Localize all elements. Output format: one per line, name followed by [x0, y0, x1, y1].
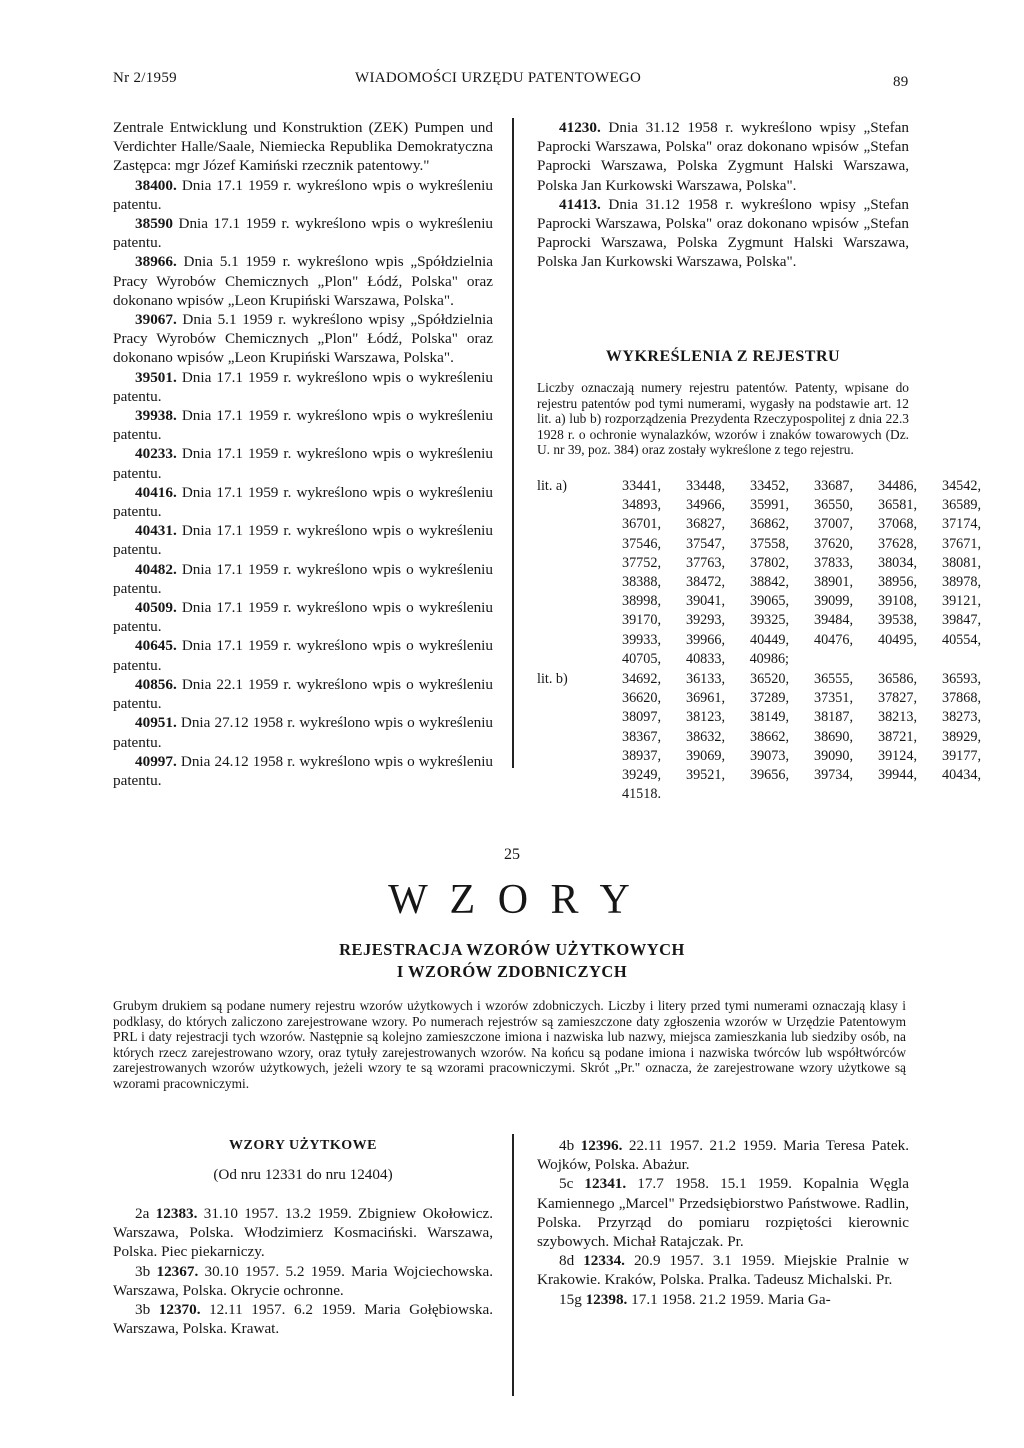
register-number: 39538,	[877, 612, 917, 629]
register-number: 37007,	[813, 516, 853, 533]
register-number: 38842,	[749, 573, 789, 590]
entry-number: 41230.	[559, 119, 601, 136]
class-code: 4b	[559, 1137, 575, 1154]
register-number: 37620,	[813, 535, 853, 552]
bottom-column-divider	[512, 1134, 514, 1396]
entry-number: 39938.	[135, 407, 177, 425]
register-number: 39073,	[749, 747, 789, 764]
entry-number: 12367.	[156, 1262, 199, 1280]
register-row	[537, 497, 981, 516]
entry-text: 22.11 1957. 21.2 1959. Maria Teresa Patek. Wojków, Polska. Abażur.	[537, 1137, 910, 1174]
lit-label	[537, 651, 597, 670]
register-number: 36593,	[941, 671, 981, 687]
entry-text: 20.9 1957. 3.1 1959. Miejskie Pralnie w Krakowie. Kraków, Polska. Pralka. Tadeusz Michalski. Pr.	[537, 1252, 909, 1289]
entry-text: Dnia 27.12 1958 r. wykreślono wpis o wykreśleniu patentu.	[113, 714, 494, 751]
wzory-title: W Z O R Y	[388, 877, 636, 923]
register-number: 38213,	[877, 709, 917, 726]
lit-label: lit. a)	[537, 478, 567, 494]
class-code: 15g	[559, 1290, 582, 1308]
class-code: 5c	[559, 1175, 574, 1193]
register-entry	[113, 675, 493, 713]
lit-b-block	[537, 671, 981, 805]
register-number: 39521,	[685, 766, 725, 783]
register-number: 37763,	[685, 554, 725, 571]
section-note: Liczby oznaczają numery rejestru patentów. Patenty, wpisane do rejestru patentów pod tymi numerami, wygasły na podstawie art. 12 lit. a) lub b) rozporządzenia Prezydenta Rzeczypospolitej z dnia 22.3 1928 r. o ochronie wynalazków, wzorów i znaków towarowych (Dz. U. nr 39, poz. 384) oraz zostały wykreślone z tego rejestru.	[537, 380, 909, 458]
register-entry	[537, 1251, 909, 1289]
register-row	[537, 651, 981, 670]
entry-text: Dnia 17.1 1959 r. wykreślono wpis o wykreśleniu patentu.	[113, 445, 494, 482]
register-row	[537, 632, 981, 651]
lit-label	[537, 536, 597, 555]
register-number: 38123,	[685, 709, 725, 726]
register-number: 39090,	[813, 747, 853, 764]
entry-number: 12341.	[584, 1175, 627, 1193]
entry-number: 39501.	[135, 368, 177, 386]
register-number: 38998,	[621, 593, 661, 610]
register-number	[789, 651, 853, 670]
register-number: 36701,	[621, 516, 661, 533]
register-number: 41518.	[621, 786, 661, 803]
register-entry	[113, 1262, 493, 1300]
entry-text: Dnia 17.1 1959 r. wykreślono wpis o wykreśleniu patentu.	[113, 407, 494, 444]
register-number: 39249,	[621, 766, 661, 783]
entry-text: Dnia 17.1 1959 r. wykreślono wpis o wykreśleniu patentu.	[113, 560, 494, 597]
register-number: 40833,	[685, 650, 725, 667]
register-number	[725, 786, 789, 805]
lit-label	[537, 729, 597, 748]
entry-number: 40645.	[135, 637, 177, 655]
entry-number: 40416.	[135, 483, 177, 501]
register-number: 37558,	[749, 535, 789, 552]
lit-a-block	[537, 478, 981, 670]
register-number: 39944,	[877, 766, 917, 783]
left-entries	[113, 176, 493, 791]
register-number: 33441,	[621, 478, 661, 494]
register-number: 34692,	[621, 671, 661, 687]
register-entry	[113, 636, 493, 674]
lit-label	[537, 612, 597, 631]
register-row	[537, 690, 981, 709]
register-number: 38901,	[813, 573, 853, 590]
entry-text: Dnia 31.12 1958 r. wykreślono wpisy „Stefan Paprocki Warszawa, Polska" oraz dokonano wpisów „Stefan Paprocki Warszawa, Polska Zygmunt Halski Warszawa, Polska Jan Kurkowski Warszawa, Polska".	[537, 119, 909, 194]
register-number: 39177,	[941, 747, 981, 764]
register-number: 39293,	[685, 612, 725, 629]
register-entry	[113, 483, 493, 521]
register-number: 33687,	[813, 478, 853, 494]
register-number	[853, 786, 917, 805]
register-entry	[537, 118, 909, 195]
register-row	[537, 767, 981, 786]
register-number: 36620,	[621, 690, 661, 707]
register-row	[537, 671, 981, 690]
lit-b-table	[537, 671, 981, 805]
register-number: 40476,	[813, 631, 853, 648]
entry-text: Dnia 17.1 1959 r. wykreślono wpis o wykreśleniu patentu.	[113, 215, 494, 252]
entry-number: 12383.	[155, 1205, 198, 1222]
register-entry	[537, 1174, 909, 1251]
register-row	[537, 709, 981, 728]
register-row	[537, 478, 981, 497]
entry-text: Dnia 5.1 1959 r. wykreślono wpis „Spółdzielnia Pracy Wyrobów Chemicznych „Plon" Łódź, Polska" oraz dokonano wpisów „Leon Krupiński Warszawa, Polska".	[113, 253, 493, 309]
register-number: 40449,	[749, 631, 789, 648]
entry-number: 40233.	[135, 445, 177, 463]
register-number	[789, 786, 853, 805]
entry-text: Dnia 5.1 1959 r. wykreślono wpisy „Spółdzielnia Pracy Wyrobów Chemicznych „Plon" Łódź, Polska" oraz dokonano wpisów „Leon Krupiński Warszawa, Polska".	[113, 311, 494, 367]
register-number: 38388,	[621, 573, 661, 590]
register-entry	[113, 406, 493, 444]
register-number: 38721,	[877, 728, 917, 745]
entry-text: 17.7 1958. 15.1 1959. Kopalnia Węgla Kamiennego „Marcel" Przedsiębiorstwo Państwowe. Radlin, Polska. Przyrząd do pomiaru rozpiętości kierownic szybowych. Michał Ratajczak. Pr.	[537, 1175, 910, 1251]
register-entry	[113, 521, 493, 559]
wzory-subtitle-2: I WZORÓW ZDOBNICZYCH	[396, 962, 628, 981]
register-number: 39065,	[749, 593, 789, 610]
register-entry	[113, 368, 493, 406]
register-number: 38367,	[621, 728, 661, 745]
entry-number: 40509.	[135, 599, 177, 617]
register-entry	[537, 1136, 909, 1174]
lit-label	[537, 748, 597, 767]
left-column	[113, 118, 493, 790]
entry-number: 40431.	[135, 522, 177, 540]
register-number: 36581,	[877, 497, 917, 514]
register-number: 39966,	[685, 631, 725, 648]
register-number: 38956,	[877, 573, 917, 590]
bottom-right-entries	[537, 1136, 909, 1309]
section-title: WYKREŚLENIA Z REJESTRU	[605, 348, 841, 365]
register-number: 39041,	[685, 593, 725, 610]
entry-number: 38590	[135, 215, 173, 233]
lit-label	[537, 767, 597, 786]
entry-number: 12370.	[158, 1301, 201, 1319]
register-number: 36133,	[685, 671, 725, 687]
register-number: 34966,	[685, 497, 725, 514]
entry-text: Dnia 31.12 1958 r. wykreślono wpisy „Stefan Paprocki Warszawa, Polska" oraz dokonano wpisów „Stefan Paprocki Warszawa, Polska Zygmunt Halski Warszawa, Polska Jan Kurkowski Warszawa, Polska".	[537, 195, 909, 271]
entry-number: 40951.	[135, 714, 177, 732]
lit-label	[537, 632, 597, 651]
register-number: 39124,	[877, 747, 917, 764]
register-number: 37068,	[877, 516, 917, 533]
register-entry	[113, 1300, 493, 1338]
register-number: 39108,	[877, 593, 917, 610]
register-number: 36827,	[685, 516, 725, 533]
register-number: 36862,	[749, 516, 789, 533]
utility-models-range: (Od nru 12331 do nru 12404)	[213, 1166, 393, 1183]
entry-number: 38400.	[135, 176, 177, 194]
register-number: 39933,	[621, 631, 661, 648]
entry-number: 41413.	[559, 195, 601, 213]
register-number: 39069,	[685, 747, 725, 764]
register-entry	[113, 176, 493, 214]
entry-text: Dnia 17.1 1959 r. wykreślono wpis o wykreśleniu patentu.	[113, 483, 494, 521]
class-code: 8d	[559, 1252, 575, 1270]
register-row	[537, 516, 981, 535]
register-number: 38472,	[685, 573, 725, 590]
register-number: 36586,	[877, 671, 917, 687]
page-number: 89	[893, 74, 909, 90]
entry-number: 12396.	[580, 1137, 623, 1154]
register-number: 38662,	[749, 728, 789, 745]
register-entry	[537, 1290, 909, 1309]
register-number	[661, 786, 725, 805]
register-number: 38929,	[941, 728, 981, 745]
register-row	[537, 748, 981, 767]
register-number: 37351,	[813, 690, 853, 707]
lit-label	[537, 593, 597, 612]
lit-label	[537, 574, 597, 593]
journal-title: WIADOMOŚCI URZĘDU PATENTOWEGO	[355, 70, 642, 86]
entry-text: Dnia 17.1 1959 r. wykreślono wpis o wykreśleniu patentu.	[113, 368, 494, 405]
register-number: 36520,	[749, 671, 789, 687]
register-number: 34486,	[877, 478, 917, 494]
entry-text: Dnia 24.12 1958 r. wykreślono wpis o wykreśleniu patentu.	[113, 752, 494, 789]
register-row	[537, 729, 981, 748]
register-row	[537, 555, 981, 574]
register-number: 39170,	[621, 612, 661, 629]
register-number: 40554,	[941, 631, 981, 648]
register-number: 40986;	[749, 650, 789, 667]
right-entries	[537, 118, 909, 272]
lit-label	[537, 516, 597, 535]
register-number	[853, 651, 917, 670]
register-row	[537, 612, 981, 631]
register-entry	[537, 195, 909, 272]
register-number	[917, 786, 981, 805]
register-row	[537, 593, 981, 612]
register-entry	[113, 252, 493, 310]
entry-text: 31.10 1957. 13.2 1959. Zbigniew Okołowicz. Warszawa, Polska. Włodzimierz Kosmaciński. Warszawa, Polska. Piec piekarniczy.	[113, 1205, 493, 1261]
register-number: 34542,	[941, 478, 981, 494]
register-number: 40434,	[941, 766, 981, 783]
entry-number: 39067.	[135, 311, 177, 329]
register-number: 38149,	[749, 709, 789, 726]
entry-text: Dnia 17.1 1959 r. wykreślono wpis o wykreśleniu patentu.	[113, 599, 494, 636]
lit-label	[537, 709, 597, 728]
register-number: 38097,	[621, 709, 661, 726]
entry-number: 40856.	[135, 675, 177, 693]
register-number: 37628,	[877, 535, 917, 552]
register-number: 38978,	[941, 573, 981, 590]
entry-text: Dnia 17.1 1959 r. wykreślono wpis o wykreśleniu patentu.	[113, 637, 494, 674]
register-number: 39734,	[813, 766, 853, 783]
lit-label: lit. b)	[537, 671, 568, 687]
register-number: 34893,	[621, 497, 661, 514]
bottom-left-entries	[113, 1204, 493, 1338]
register-number: 33452,	[749, 478, 789, 494]
register-number	[917, 651, 981, 670]
class-code: 2a	[135, 1205, 150, 1222]
register-entry	[113, 310, 493, 368]
register-number: 39099,	[813, 593, 853, 610]
entry-text: Dnia 17.1 1959 r. wykreślono wpis o wykreśleniu patentu.	[113, 176, 494, 213]
register-number: 39325,	[749, 612, 789, 629]
register-number: 37671,	[941, 535, 981, 552]
entry-number: 12334.	[583, 1252, 625, 1270]
register-number: 37546,	[621, 535, 661, 552]
register-number: 38273,	[941, 709, 981, 726]
register-number: 38187,	[813, 709, 853, 726]
register-number: 38034,	[877, 554, 917, 571]
register-number: 40705,	[621, 650, 661, 667]
register-number: 37174,	[941, 516, 981, 533]
utility-models-heading: WZORY UŻYTKOWE	[229, 1138, 377, 1153]
register-number: 39484,	[813, 612, 853, 629]
register-number: 38690,	[813, 728, 853, 745]
entry-number: 38966.	[135, 253, 177, 271]
register-entry	[113, 598, 493, 636]
column-divider	[512, 118, 514, 768]
register-number: 38081,	[941, 554, 981, 571]
entry-text: 12.11 1957. 6.2 1959. Maria Gołębiowska. Warszawa, Polska. Krawat.	[113, 1301, 494, 1338]
right-column	[537, 118, 909, 272]
entry-number: 40482.	[135, 560, 177, 578]
lit-label	[537, 497, 597, 516]
wzory-intro: Grubym drukiem są podane numery rejestru wzorów użytkowych i wzorów zdobniczych. Liczby i litery przed tymi numerami oznaczają klasy i podklasy, do których zaliczono zarejestrowane wzory. Po numerach rejestrów są zamieszczone daty zgłoszenia wzorów w Urzędzie Patentowym PRL i daty rejestracji tych wzorów. Następnie są kolejno zamieszczone imiona i nazwiska lub nazwy, miejsca zamieszkania lub siedziby osób, na których rzecz zarejestrowano wzory, oraz tytuły zarejestrowanych wzorów. Na końcu są podane imiona i nazwiska twórców lub współtwórców zarejestrowanych wzorów użytkowych, jeżeli wzory te są wzorami pracowniczymi. Skrót „Pr." oznacza, że zarejestrowane wzory użytkowe są wzorami pracowniczymi.	[113, 998, 906, 1091]
register-entry	[113, 1204, 493, 1262]
entry-text: 30.10 1957. 5.2 1959. Maria Wojciechowska. Warszawa, Polska. Okrycie ochronne.	[113, 1262, 494, 1299]
register-entry	[113, 214, 493, 252]
register-number: 36961,	[685, 690, 725, 707]
register-number: 37289,	[749, 690, 789, 707]
register-number: 38937,	[621, 747, 661, 764]
register-entry	[113, 560, 493, 598]
register-number: 36555,	[813, 671, 853, 687]
class-code: 3b	[135, 1301, 151, 1319]
register-entry	[113, 444, 493, 482]
register-number: 35991,	[749, 497, 789, 514]
register-number: 39656,	[749, 766, 789, 783]
lit-a-table	[537, 478, 981, 670]
register-number: 39847,	[941, 612, 981, 629]
register-number: 37833,	[813, 554, 853, 571]
register-number: 37827,	[877, 690, 917, 707]
entry-number: 40997.	[135, 752, 177, 770]
register-number: 37547,	[685, 535, 725, 552]
intro-paragraph: Zentrale Entwicklung und Konstruktion (ZEK) Pumpen und Verdichter Halle/Saale, Niemiecka Republika Demokratyczna Zastępca: mgr Józef Kamiński rzecznik patentowy."	[113, 119, 493, 175]
register-row	[537, 574, 981, 593]
entry-number: 12398.	[585, 1290, 628, 1308]
issue-number: Nr 2/1959	[113, 70, 177, 86]
register-number: 38632,	[685, 728, 725, 745]
register-number: 33448,	[685, 478, 725, 494]
register-number: 36589,	[941, 497, 981, 514]
register-number: 37752,	[621, 554, 661, 571]
register-number: 37868,	[941, 690, 981, 707]
register-row	[537, 536, 981, 555]
register-entry	[113, 713, 493, 751]
lit-label	[537, 786, 597, 805]
section-number: 25	[504, 846, 520, 863]
register-row	[537, 786, 981, 805]
register-number: 40495,	[877, 631, 917, 648]
register-number: 37802,	[749, 554, 789, 571]
register-number: 36550,	[813, 497, 853, 514]
entry-text: Dnia 17.1 1959 r. wykreślono wpis o wykreśleniu patentu.	[113, 522, 494, 559]
register-number: 39121,	[941, 593, 981, 610]
class-code: 3b	[135, 1262, 151, 1280]
lit-label	[537, 690, 597, 709]
wzory-subtitle-1: REJESTRACJA WZORÓW UŻYTKOWYCH	[339, 940, 685, 959]
entry-text: 17.1 1958. 21.2 1959. Maria Ga-	[631, 1290, 831, 1308]
entry-text: Dnia 22.1 1959 r. wykreślono wpis o wykreśleniu patentu.	[113, 675, 494, 713]
lit-label	[537, 555, 597, 574]
register-entry	[113, 752, 493, 790]
